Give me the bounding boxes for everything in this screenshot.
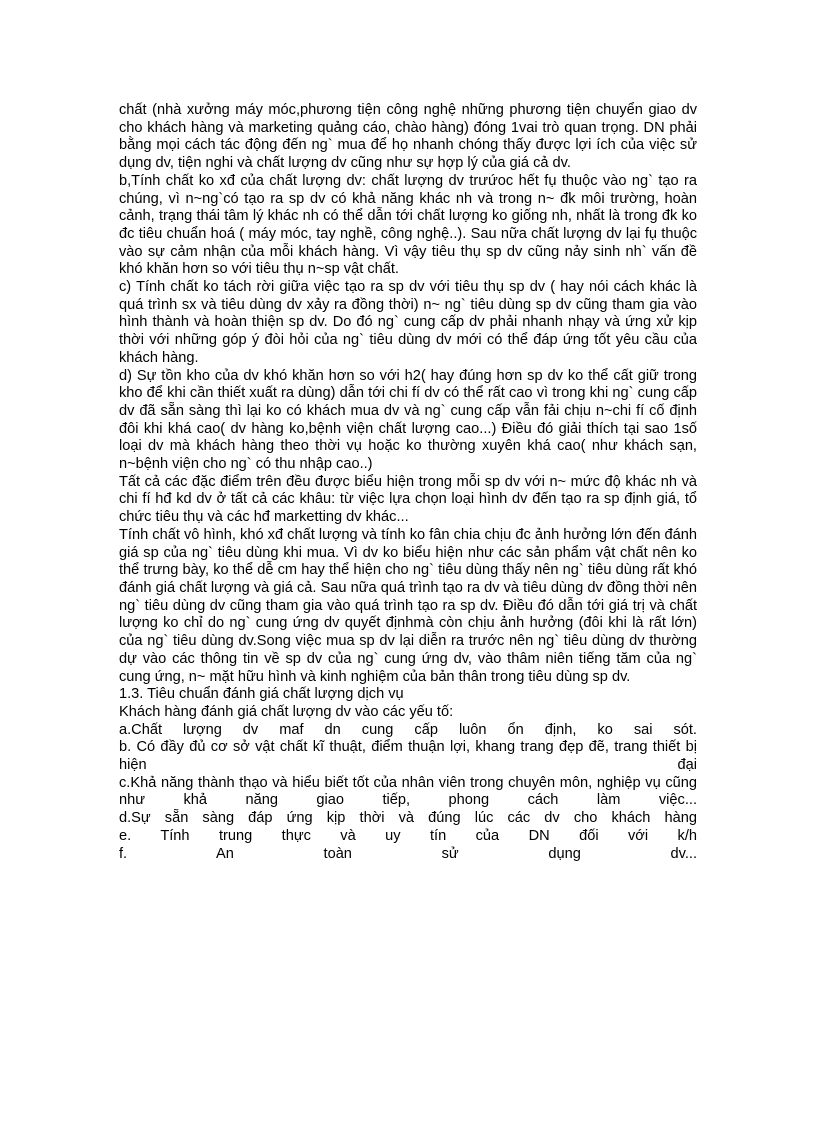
paragraph-facilities: chất (nhà xưởng máy móc,phương tiện công nghệ những phương tiện chuyển giao dv cho khách hàng và marketing quảng cáo, chào hàng) đóng 1vai trò quan trọng. DN phải bằng mọi cách tác động đến ng` mua để họ nhanh chóng thấy được lợi ích của việc sử dụng dv, tiện nghi và chất lượng dv cũng như sự hợp lý của giá cả dv. [119, 102, 697, 172]
paragraph-intangibility: Tính chất vô hình, khó xđ chất lượng và tính ko fân chia chịu đc ảnh hưởng lớn đến đánh giá sp của ng` tiêu dùng khi mua. Vì dv ko biểu hiện như các sản phẩm vật chất nên ko thể trưng bày, ko thể dễ cm hay thể hiện cho ng` tiêu dùng thấy nên ng` tiêu dùng rất khó đánh giá chất lượng và giá cả. Sau nữa quá trình tạo ra dv và tiêu dùng dv đồng thời nên ng` tiêu dùng dv cũng tham gia vào quá trình tạo ra sp dv. Điều đó dẫn tới giá trị và chất lượng ko chỉ do ng` cung ứng dv quyết địnhmà còn chịu ảnh hưởng (đôi khi là rất lớn) của ng` tiêu dùng dv.Song việc mua sp dv lại diễn ra trước nên ng` tiêu dùng dv thường dự vào các thông tin về sp dv của ng` cung ứng dv, vào thâm niên tiếng tăm của ng` cung ứng, n~ mặt hữu hình và kinh nghiệm của bản thân trong tiêu dùng sp dv. [119, 526, 697, 685]
paragraph-inseparability: c) Tính chất ko tách rời giữa việc tạo ra sp dv với tiêu thụ sp dv ( hay nói cách khác là quá trình sx và tiêu dùng dv xảy ra đồng thời) n~ ng` tiêu dùng sp dv cũng tham gia vào hình thành và hoàn thiện sp dv. Do đó ng` cung cấp dv phải nhanh nhạy và ứng xử kịp thời với những góp ý đòi hỏi của ng` tiêu dùng dv mới có thể đáp ứng tốt yêu cầu của khách hàng. [119, 279, 697, 366]
document-page [119, 102, 697, 863]
paragraph-quality-variability: b,Tính chất ko xđ của chất lượng dv: chất lượng dv trưứoc hết fụ thuộc vào ng` tạo ra chúng, vì n~ng`có tạo ra sp dv có khả năng khác nh và trong n~ đk môi trường, hoàn cảnh, trạng thái tâm lý khác nh có thể dẫn tới chất lượng ko giống nh, nhất là trong đk ko đc tiêu chuẩn hoá ( máy móc, tay nghề, công nghệ..). Sau nữa chất lượng dv lại fụ thuộc vào sự cảm nhận của mỗi khách hàng. Vì vậy tiêu thụ sp dv cũng nảy sinh nh` vấn đề khó khăn hơn so với tiêu thụ n~sp vật chất. [119, 172, 697, 278]
section-heading: 1.3. Tiêu chuẩn đánh giá chất lượng dịch vụ [119, 686, 404, 703]
criteria-intro: Khách hàng đánh giá chất lượng dv vào các yếu tố: [119, 703, 454, 720]
paragraph-summary: Tất cả các đặc điểm trên đều được biểu hiện trong mỗi sp dv với n~ mức độ khác nh và chi fí hđ kd dv ở tất cả các khâu: từ việc lựa chọn loại hình dv đến tạo ra sp định giá, tổ chức tiêu thụ và các hđ marketting dv khác... [119, 473, 697, 526]
criteria-item-b: b. Có đầy đủ cơ sở vật chất kĩ thuật, điểm thuận lợi, khang trang đẹp đẽ, trang thiết bị hiện đại [119, 739, 697, 774]
criteria-item-a: a.Chất lượng dv maf dn cung cấp luôn ổn định, ko sai sót. [119, 721, 697, 738]
criteria-item-e: e. Tính trung thực và uy tín của DN đối với k/h [119, 827, 697, 844]
criteria-item-c: c.Khả năng thành thạo và hiểu biết tốt của nhân viên trong chuyên môn, nghiệp vụ cũng như khả năng giao tiếp, phong cách làm việc... [119, 774, 697, 809]
criteria-item-d: d.Sự sẵn sàng đáp ứng kịp thời và đúng lúc các dv cho khách hàng [119, 810, 697, 827]
criteria-item-f: f. An toàn sử dụng dv... [119, 845, 697, 862]
paragraph-perishability: d) Sự tồn kho của dv khó khăn hơn so với h2( hay đúng hơn sp dv ko thể cất giữ trong kho để khi cần thiết xuất ra dùng) dẫn tới chi fí dv có thể rất cao vì trong khi ng` cung cấp dv đã sẵn sàng thì lại ko có khách mua dv và ng` cung cấp vẫn fải chịu n~chi fí cố định đôi khi khá cao( dv hàng ko,bệnh viện chất lượng cao...) Điều đó giải thích tại sao 1số loại dv mà khách hàng theo thời vụ hoặc ko thường xuyên khá cao( như khách sạn, n~bệnh viện cho ng` có thu nhập cao..) [119, 367, 697, 473]
